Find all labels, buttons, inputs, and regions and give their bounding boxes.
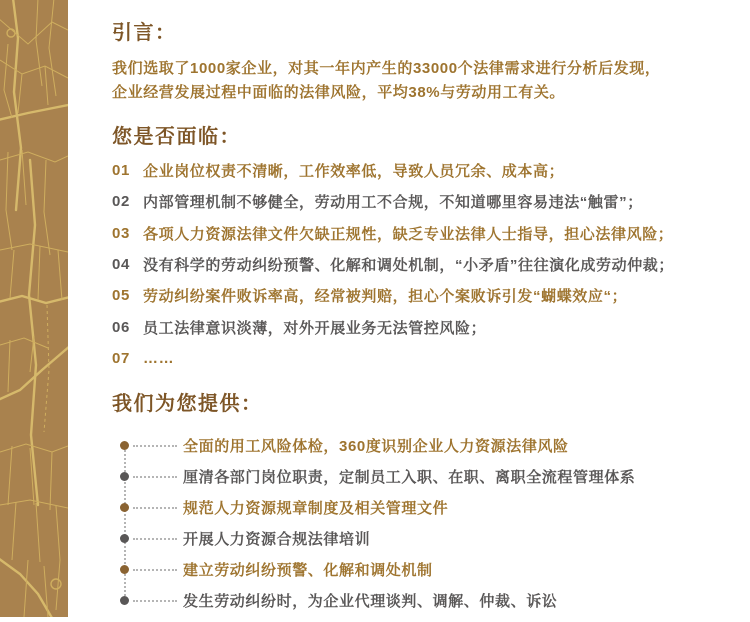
item-number: 07 (112, 349, 130, 367)
bullet-dot-icon (120, 503, 129, 512)
item-text: 开展人力资源合规法律培训 (183, 531, 371, 549)
list-item (112, 492, 732, 523)
list-item (112, 585, 732, 616)
item-text: 劳动纠纷案件败诉率高，经常被判赔，担心个案败诉引发“蝴蝶效应“； (143, 288, 628, 306)
list-item (112, 155, 732, 186)
item-number: 05 (112, 287, 130, 305)
list-item (112, 218, 732, 249)
intro-title: 引言： (112, 22, 177, 44)
item-text: 企业岗位权责不清晰，工作效率低，导致人员冗余、成本高； (143, 163, 565, 181)
provide-title: 我们为您提供： (112, 393, 263, 416)
item-text: 没有科学的劳动纠纷预警、化解和调处机制，“小矛盾”往往演化成劳动仲裁； (143, 257, 675, 275)
dotted-leader-line (133, 538, 177, 540)
bullet-dot-icon (120, 534, 129, 543)
bullet-dot-icon (120, 565, 129, 574)
item-text: 建立劳动纠纷预警、化解和调处机制 (183, 562, 433, 580)
list-item (112, 430, 732, 461)
item-text: 各项人力资源法律文件欠缺正规性，缺乏专业法律人士指导，担心法律风险； (143, 225, 674, 243)
item-text: 员工法律意识淡薄，对外开展业务无法管控风险； (143, 319, 487, 337)
intro-paragraph (112, 57, 732, 105)
main-content (112, 22, 732, 616)
bullet-dot-icon (120, 596, 129, 605)
bullet-dot-icon (120, 472, 129, 481)
intro-line: 企业经营发展过程中面临的法律风险，平均38%与劳动用工有关。 (112, 84, 566, 101)
list-item (112, 343, 732, 374)
bullet-dot-icon (120, 441, 129, 450)
provide-list (112, 430, 732, 616)
item-number: 03 (112, 224, 130, 242)
facing-list (112, 155, 732, 374)
item-number: 01 (112, 162, 130, 180)
item-text: 厘清各部门岗位职责，定制员工入职、在职、离职全流程管理体系 (183, 469, 636, 487)
intro-line: 我们选取了1000家企业，对其一年内产生的33000个法律需求进行分析后发现， (112, 60, 661, 77)
dotted-leader-line (133, 569, 177, 571)
dotted-leader-line (133, 476, 177, 478)
sidebar-map-strip (0, 0, 68, 617)
item-text: 发生劳动纠纷时，为企业代理谈判、调解、仲裁、诉讼 (183, 593, 558, 611)
list-item (112, 186, 732, 217)
item-number: 02 (112, 193, 130, 211)
item-number: 06 (112, 318, 130, 336)
list-item (112, 249, 732, 280)
dotted-leader-line (133, 445, 177, 447)
item-text: …… (143, 349, 175, 367)
item-number: 04 (112, 256, 130, 274)
dotted-leader-line (133, 507, 177, 509)
list-item (112, 554, 732, 585)
list-item (112, 280, 732, 311)
item-text: 全面的用工风险体检，360度识别企业人力资源法律风险 (183, 438, 569, 456)
list-item (112, 523, 732, 554)
list-item (112, 461, 732, 492)
dotted-leader-line (133, 600, 177, 602)
item-text: 内部管理机制不够健全，劳动用工不合规，不知道哪里容易违法“触雷”； (143, 194, 643, 212)
map-decoration (0, 0, 68, 617)
item-text: 规范人力资源规章制度及相关管理文件 (183, 500, 449, 518)
list-item (112, 311, 732, 342)
facing-title: 您是否面临： (112, 126, 241, 148)
